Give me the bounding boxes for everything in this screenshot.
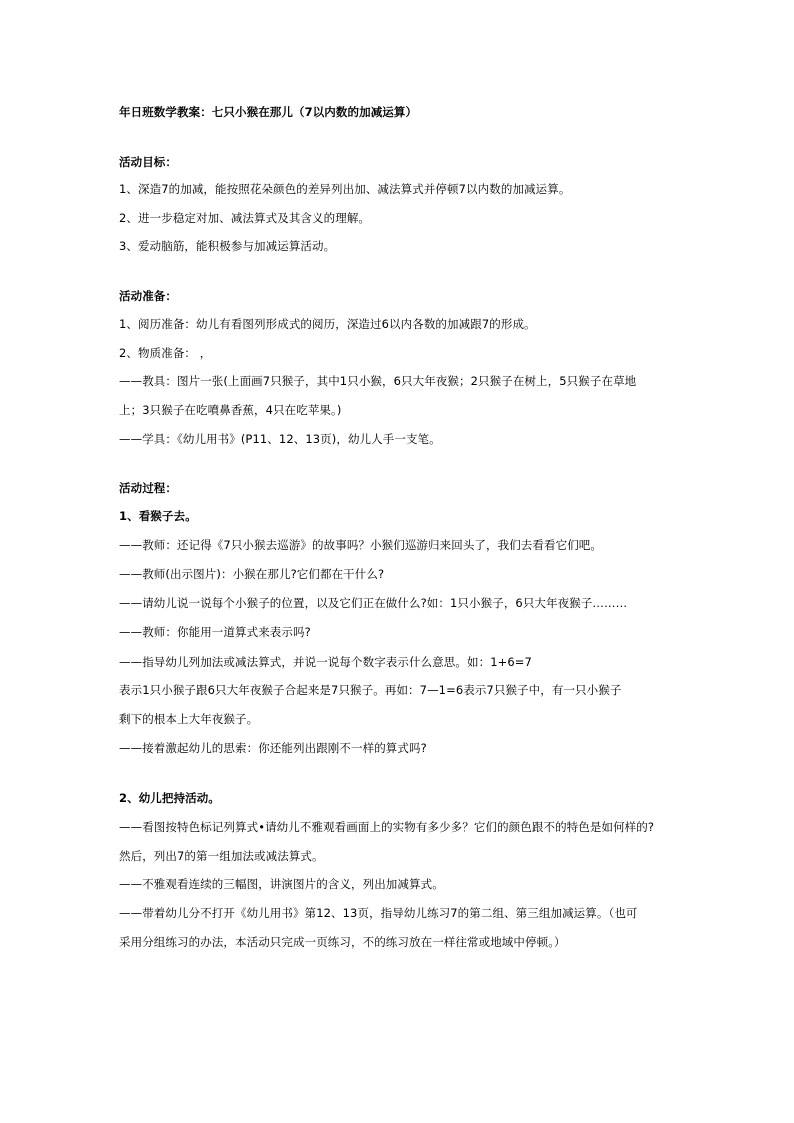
prep-line: ——学具：《幼儿用书》(P11、12、13页)，幼儿人手一支笔。 <box>119 432 441 446</box>
step1-line: 剩下的根本上大年夜猴子。 <box>119 712 259 726</box>
step2-line: ——带着幼儿分不打开《幼儿用书》第12、13页，指导幼儿练习7的第二组、第三组加减运算。（也可 <box>119 906 638 920</box>
process-heading: 活动过程： <box>119 481 177 495</box>
goals-heading: 活动目标： <box>119 155 177 169</box>
prep-line: 1、阅历准备：幼儿有看图列形成式的阅历，深造过6以内各数的加减跟7的形成。 <box>119 317 536 331</box>
step1-line: ——接着激起幼儿的思索：你还能列出跟刚不一样的算式吗? <box>119 741 427 755</box>
step1-line: ——教师：你能用一道算式来表示吗? <box>119 625 311 639</box>
step2-line: ——看图按特色标记列算式•请幼儿不雅观看画面上的实物有多少多？它们的颜色跟不的特色是如何样的? <box>119 820 655 834</box>
step1-line: 表示1只小猴子跟6只大年夜猴子合起来是7只猴子。再如：7—1=6表示7只猴子中，有一只小猴子 <box>119 683 622 697</box>
prep-line: 2、物质准备： ， <box>119 346 212 360</box>
step1-line: ——请幼儿说一说每个小猴子的位置，以及它们正在做什么?如：1只小猴子，6只大年夜猴子……… <box>119 596 628 610</box>
step1-line: ——指导幼儿列加法或减法算式，并说一说每个数字表示什么意思。如：1+6=7 <box>119 655 532 669</box>
goal-item: 1、深造7的加减，能按照花朵颜色的差异列出加、减法算式并停顿7以内数的加减运算。 <box>119 182 571 196</box>
prep-heading: 活动准备： <box>119 289 177 303</box>
prep-line: ——教具：图片一张(上面画7只猴子，其中1只小猴，6只大年夜猴；2只猴子在树上，5只猴子在草地 <box>119 374 637 388</box>
goal-item: 3、爱动脑筋，能积极参与加减运算活动。 <box>119 239 336 253</box>
page-title: 年日班数学教案：七只小猴在那儿（7以内数的加减运算） <box>119 105 418 119</box>
step2-line: 采用分组练习的办法，本活动只完成一页练习，不的练习放在一样往常或地域中停顿。） <box>119 935 566 949</box>
step2-line: ——不雅观看连续的三幅图，讲演图片的含义，列出加减算式。 <box>119 877 444 891</box>
prep-line: 上；3只猴子在吃噴鼻香蕉，4只在吃苹果。) <box>119 403 342 417</box>
step2-line: 然后，列出7的第一组加法或减法算式。 <box>119 849 324 863</box>
step2-heading: 2、幼儿把持活动。 <box>119 791 220 805</box>
step1-heading: 1、看猴子去。 <box>119 509 197 523</box>
step1-line: ——教师：还记得《7只小猴去巡游》的故事吗？小猴们巡游归来回头了，我们去看看它们吧。 <box>119 538 603 552</box>
step1-line: ——教师(出示图片)：小猴在那儿?它们都在干什么? <box>119 567 385 581</box>
goal-item: 2、进一步稳定对加、减法算式及其含义的理解。 <box>119 211 371 225</box>
